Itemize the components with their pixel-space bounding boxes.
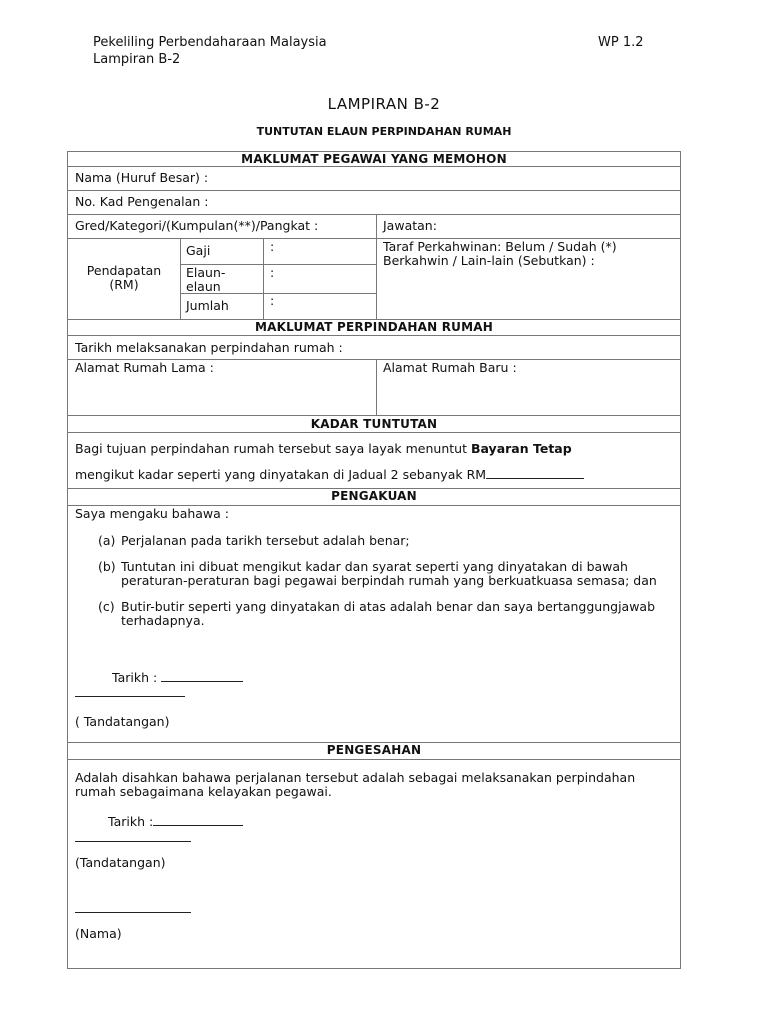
income-unit: (RM) [109,277,139,292]
verification-date-field[interactable] [153,813,243,826]
annex-label: Lampiran B-2 [93,52,181,67]
declaration-date-label: Tarikh : [112,670,162,685]
verification-signature-line[interactable] [75,841,191,842]
rate-text: Bagi tujuan perpindahan rumah tersebut saya layak menuntut [75,441,471,456]
salary-label: Gaji [186,243,211,258]
position-field[interactable]: Jawatan: [383,218,437,233]
document-series: Pekeliling Perbendaharaan Malaysia [93,35,327,50]
section-heading-applicant: MAKLUMAT PEGAWAI YANG MEMOHON [241,152,507,166]
verification-date [108,813,243,829]
old-address-field[interactable]: Alamat Rumah Lama : [75,360,214,375]
rate-amount-line [75,466,584,482]
rate-amount-label: mengikut kadar seperti yang dinyatakan di Jadual 2 sebanyak RM [75,467,487,482]
declaration-intro: Saya mengaku bahawa : [75,506,230,521]
new-address-field[interactable]: Alamat Rumah Baru : [383,360,517,375]
rate-amount-field[interactable] [486,466,584,479]
name-field[interactable]: Nama (Huruf Besar) : [75,170,209,185]
salary-value[interactable]: : [270,239,275,254]
section-heading-move: MAKLUMAT PERPINDAHAN RUMAH [255,320,493,334]
page-title: LAMPIRAN B-2 [327,95,441,113]
total-value[interactable]: : [270,293,275,308]
verification-text: Adalah disahkan bahawa perjalanan tersebut adalah sebagai melaksanakan perpindahan [75,770,636,785]
marital-status-other: Berkahwin / Lain-lain (Sebutkan) : [383,253,595,268]
allowances-value[interactable]: : [270,265,275,280]
verification-name-label: (Nama) [75,926,122,941]
verification-signature-label: (Tandatangan) [75,855,166,870]
verification-date-label: Tarikh : [108,814,154,829]
declaration-signature-line[interactable] [75,696,185,697]
allowances-label-2: elaun [186,279,221,294]
verification-text-2: rumah sebagaimana kelayakan pegawai. [75,784,332,799]
clause-a-text: Perjalanan pada tarikh tersebut adalah benar; [121,533,410,548]
clause-b-text: Tuntutan ini dibuat mengikut kadar dan syarat seperti yang dinyatakan di bawah [121,559,628,574]
form-subtitle: TUNTUTAN ELAUN PERPINDAHAN RUMAH [256,125,512,138]
move-date-field[interactable]: Tarikh melaksanakan perpindahan rumah : [75,340,343,355]
document-code: WP 1.2 [598,35,644,50]
income-label: Pendapatan [86,263,162,278]
declaration-signature-label: ( Tandatangan) [75,714,170,729]
section-heading-rate: KADAR TUNTUTAN [310,417,438,431]
fixed-payment: Bayaran Tetap [470,441,572,456]
verification-name-line[interactable] [75,912,191,913]
declaration-date-field[interactable] [161,669,243,682]
claim-form [67,151,681,969]
clause-c-text: Butir-butir seperti yang dinyatakan di atas adalah benar dan saya bertanggungjawab [121,599,656,614]
ic-number-field[interactable]: No. Kad Pengenalan : [75,194,209,209]
clause-b-label: (b) [98,559,116,574]
clause-c-label: (c) [98,599,115,614]
section-heading-verification: PENGESAHAN [326,743,422,757]
clause-a-label: (a) [98,533,116,548]
section-heading-declaration: PENGAKUAN [331,489,417,503]
rate-statement [75,441,572,456]
clause-c-text-2: terhadapnya. [121,613,205,628]
total-label: Jumlah [186,298,229,313]
grade-field[interactable]: Gred/Kategori/(Kumpulan(**)/Pangkat : [75,218,319,233]
marital-status-field[interactable]: Taraf Perkahwinan: Belum / Sudah (*) [383,239,617,254]
declaration-date [112,669,243,685]
clause-b-text-2: peraturan-peraturan bagi pegawai berpindah rumah yang berkuatkuasa semasa; dan [121,573,657,588]
allowances-label: Elaun- [186,265,226,280]
